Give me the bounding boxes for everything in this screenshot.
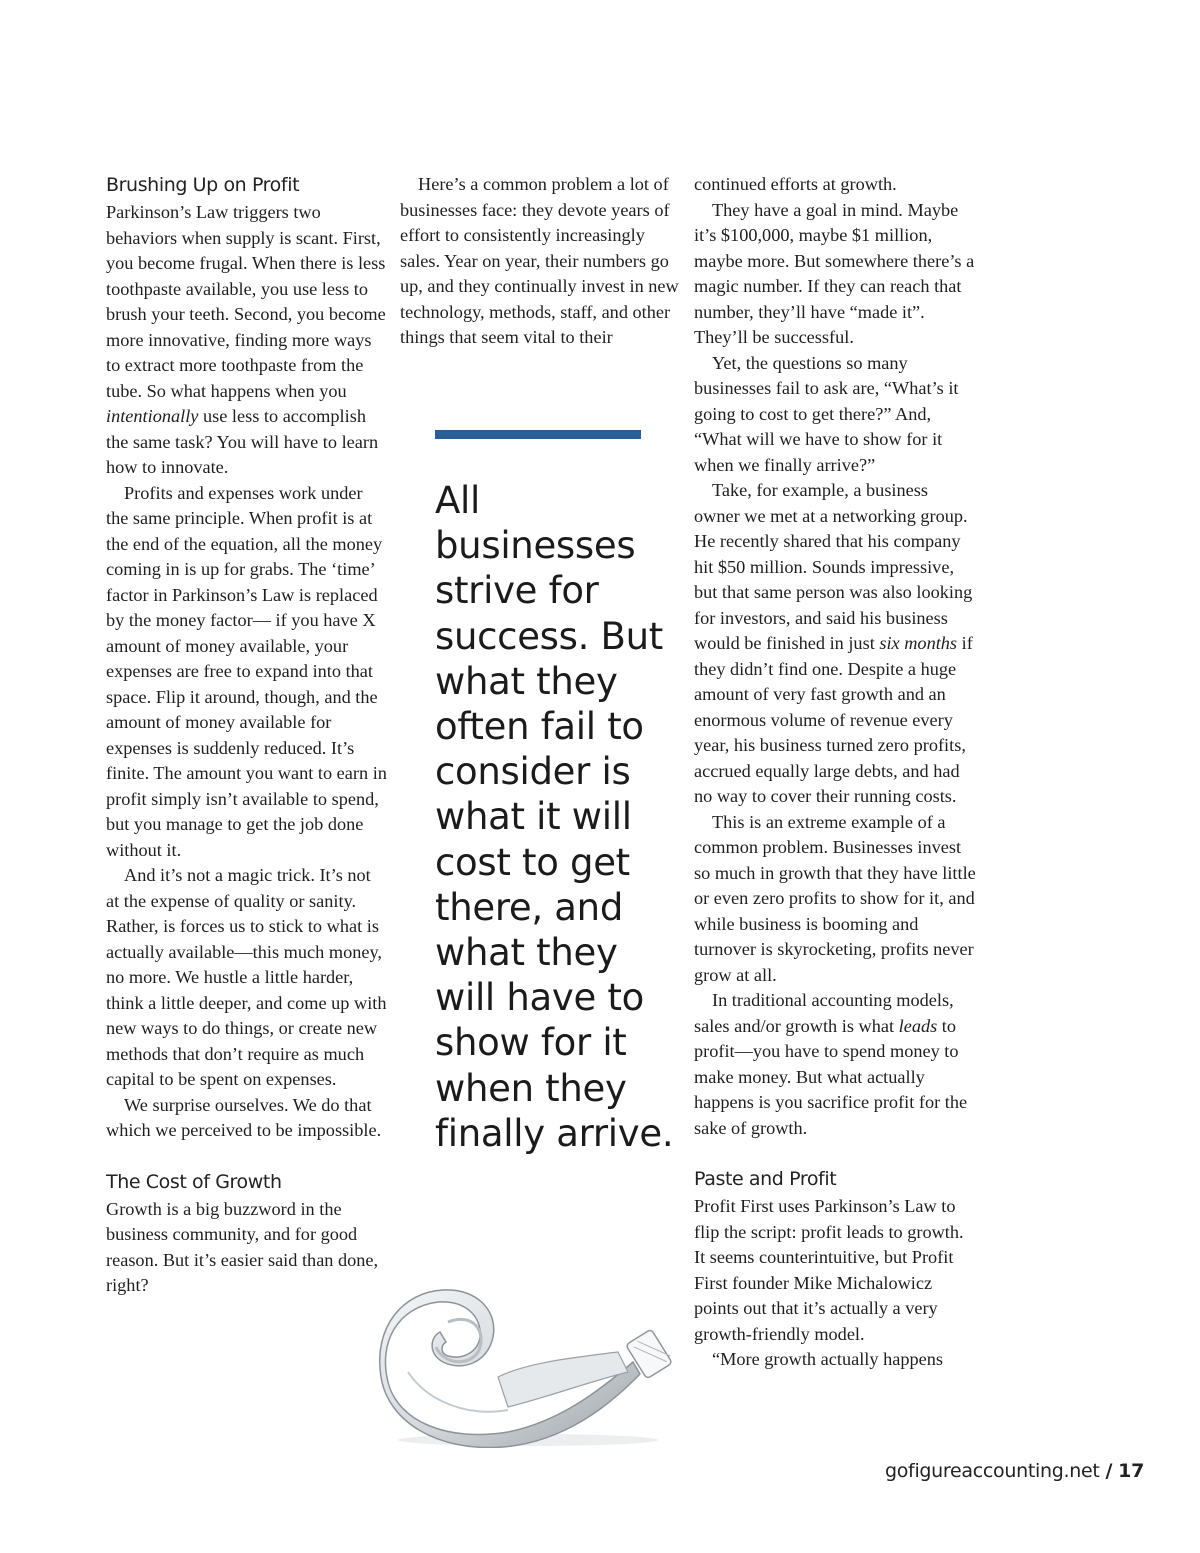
paragraph: Take, for example, a business owner we met at a networking group. He recently shared that his company hit $50 million. Sounds impressive, but that same person was also looking for investors, and said his business would be finished in just six months if they didn’t find one. Despite a huge amount of very fast growth and an enormous volume of revenue every year, his business turned zero profits, accrued equally large debts, and had no way to cover their running costs. [694,480,973,806]
section-heading-paste-and-profit: Paste and Profit [694,1168,837,1190]
paragraph: This is an extreme example of a common problem. Businesses invest so much in growth that they have little or even zero profits to show for it, and while business is booming and turnover is skyrocketing, profits never grow at all. [694,811,976,985]
article-column-2 [400,172,682,351]
paragraph: In traditional accounting models, sales and/or growth is what leads to profit—you have to spend money to make money. But what actually happens is you sacrifice profit for the sake of growth. [694,990,968,1138]
paragraph: Yet, the questions so many businesses fail to ask are, “What’s it going to cost to get there?” And, “What will we have to show for it when we finally arrive?” [694,352,959,475]
paragraph: They have a goal in mind. Maybe it’s $100,000, maybe $1 million, maybe more. But somewhere there’s a magic number. If they can reach that number, they’ll have “made it”. They’ll be successful. [694,199,975,347]
paragraph: Growth is a big buzzword in the business community, and for good reason. But it’s easier said than done, right? [106,1198,379,1295]
article-column-3 [694,172,976,1373]
pull-quote-accent-rule [435,430,641,439]
paragraph: We surprise ourselves. We do that which we perceived to be impossible. [106,1094,382,1140]
pull-quote: All businesses strive for success. But what they often fail to consider is what it will cost to get there, and what they will have to show for it when they finally arrive. [435,479,674,1155]
paragraph: Profits and expenses work under the same principle. When profit is at the end of the equation, all the money coming in is up for grabs. The ‘time’ factor in Parkinson’s Law is replaced by the money factor— if you have X amount of money available, your expenses are free to expand into that space. Flip it around, though, and the amount of money available for expenses is suddenly reduced. It’s finite. The amount you want to earn in profit simply isn’t available to spend, but you manage to get the job done without it. [106,482,387,860]
emphasis-text: six months [879,633,958,653]
paragraph: Here’s a common problem a lot of businesses face: they devote years of effort to consistently increasingly sales. Year on year, their numbers go up, and they continually invest in new technology, methods, staff, and other things that seem vital to their [400,174,679,347]
paragraph: Profit First uses Parkinson’s Law to flip the script: profit leads to growth. It seems counterintuitive, but Profit First founder Mike Michalowicz points out that it’s actually a very growth-friendly model. [694,1196,964,1344]
paragraph: continued efforts at growth. [694,174,897,194]
footer-separator: / [1105,1460,1113,1482]
page-number: 17 [1118,1460,1144,1482]
paragraph: “More growth actually happens [712,1349,943,1369]
paragraph: Parkinson’s Law triggers two behaviors when supply is scant. First, you become frugal. When there is less toothpaste available, you use less to brush your teeth. Second, you become more innovative, finding more ways to extract more toothpaste from the tube. So what happens when you intentionally use less to accomplish the same task? You will have to learn how to innovate. [106,202,386,477]
section-heading-cost-of-growth: The Cost of Growth [106,1170,282,1193]
emphasis-text: leads [898,1015,938,1036]
emphasis-text: intentionally [106,406,199,426]
squeezed-toothpaste-tube-image [378,1282,678,1448]
section-heading-brushing-up: Brushing Up on Profit [106,174,300,196]
paragraph: And it’s not a magic trick. It’s not at the expense of quality or sanity. Rather, is forces us to stick to what is actually available—this much money, no more. We hustle a little harder, think a little deeper, and come up with new ways to do things, or create new methods that don’t require as much capital to be spent on expenses. [106,865,387,1089]
website-url: gofigureaccounting.net [884,1460,1100,1482]
page-footer [885,1460,1144,1482]
article-column-1 [106,172,388,1299]
